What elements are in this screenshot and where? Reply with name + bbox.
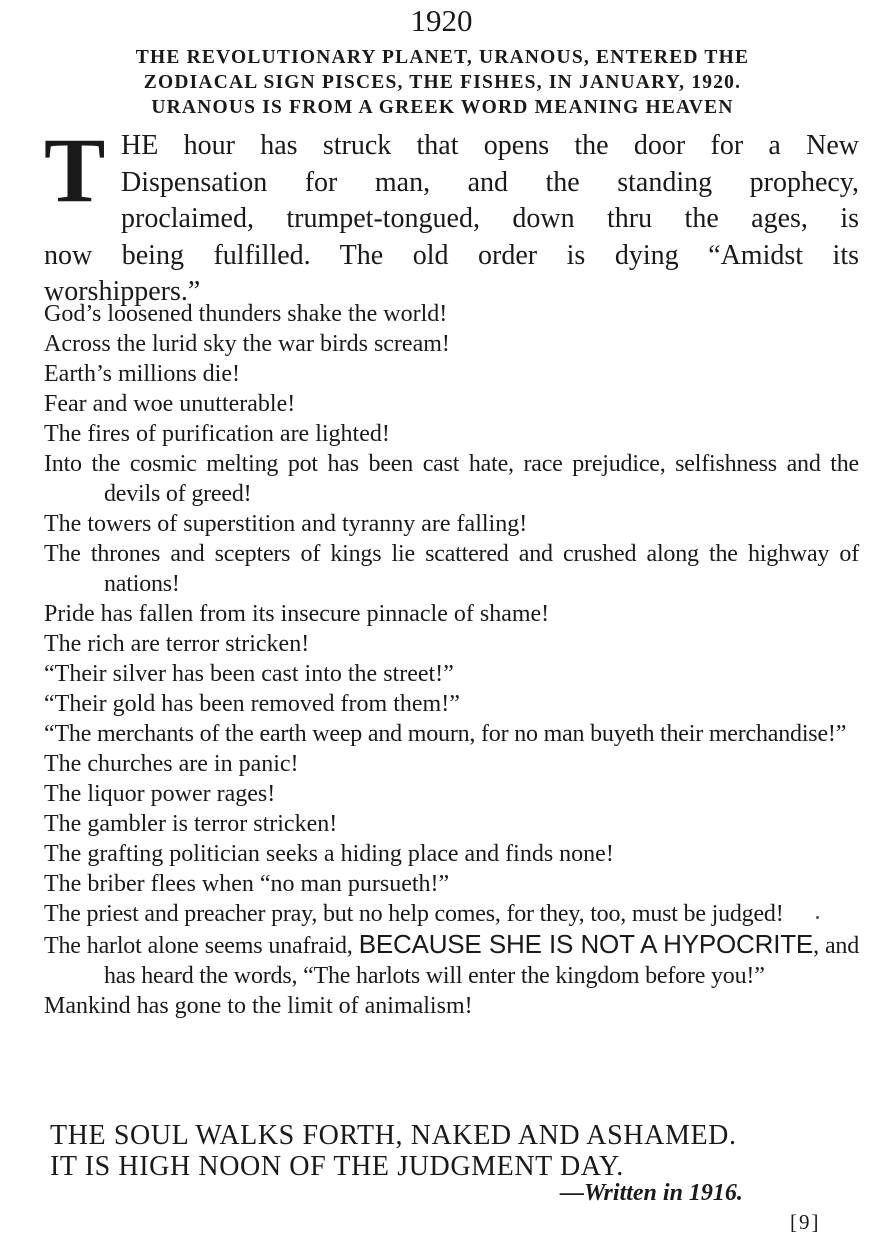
intro-line: now being fulfilled. The old order is dying “Amidst its xyxy=(44,239,859,271)
chapter-heading xyxy=(30,45,855,120)
verse-line: The grafting politician seeks a hiding place and finds none! xyxy=(44,841,614,867)
verse-list xyxy=(44,299,859,1021)
intro-line: Dispensation for man, and the standing prophecy, xyxy=(121,166,859,198)
verse-line: “Their silver has been cast into the street!” xyxy=(44,661,454,687)
signature-date: —Written in 1916. xyxy=(560,1180,743,1206)
verse-line: Into the cosmic melting pot has been cast hate, race prejudice, selfishness and the devils of greed! xyxy=(44,451,859,507)
verse-text: The harlot alone seems unafraid, xyxy=(44,933,359,959)
paper-speck xyxy=(816,916,819,919)
closing-proclamation xyxy=(50,1120,860,1182)
verse-line: Across the lurid sky the war birds scream! xyxy=(44,331,450,357)
verse-line: “Their gold has been removed from them!” xyxy=(44,691,460,717)
verse-line: The towers of superstition and tyranny are falling! xyxy=(44,511,528,537)
intro-line: proclaimed, trumpet-tongued, down thru the ages, is xyxy=(121,203,859,234)
verse-emphasis-text: BECAUSE SHE IS NOT A HYPOCRITE xyxy=(358,929,814,959)
verse-line: Earth’s millions die! xyxy=(44,361,240,387)
drop-cap: T xyxy=(44,119,106,221)
intro-paragraph xyxy=(44,119,859,311)
verse-line: The rich are terror stricken! xyxy=(44,631,310,657)
page-number: [9] xyxy=(790,1210,821,1234)
verse-line: The thrones and scepters of kings lie scattered and crushed along the highway of nations! xyxy=(44,541,859,597)
heading-line: THE REVOLUTIONARY PLANET, URANOUS, ENTERED THE xyxy=(135,47,750,68)
verse-line: God’s loosened thunders shake the world! xyxy=(44,301,448,327)
verse-line: The priest and preacher pray, but no help comes, for they, too, must be judged! xyxy=(44,901,784,927)
verse-line: Mankind has gone to the limit of animalism! xyxy=(44,993,473,1019)
verse-line: The liquor power rages! xyxy=(44,781,276,807)
verse-line: Fear and woe unutterable! xyxy=(44,391,296,417)
heading-line: URANOUS IS FROM A GREEK WORD MEANING HEAVEN xyxy=(151,97,734,118)
closing-line: IT IS HIGH NOON OF THE JUDGMENT DAY. xyxy=(50,1151,624,1182)
closing-line: THE SOUL WALKS FORTH, NAKED AND ASHAMED. xyxy=(50,1120,737,1151)
verse-line-emphasis xyxy=(44,929,859,991)
heading-line: ZODIACAL SIGN PISCES, THE FISHES, IN JANUARY, 1920. xyxy=(143,72,742,93)
verse-line: “The merchants of the earth weep and mourn, for no man buyeth their merchandise!” xyxy=(44,721,847,747)
verse-line: The churches are in panic! xyxy=(44,751,299,777)
intro-line: worshippers.” xyxy=(44,276,201,307)
page-year-title: 1920 xyxy=(410,3,473,38)
intro-line: HE hour has struck that opens the door for a New xyxy=(121,130,859,161)
verse-line: The fires of purification are lighted! xyxy=(44,421,390,447)
verse-line: The gambler is terror stricken! xyxy=(44,811,338,837)
verse-line: Pride has fallen from its insecure pinnacle of shame! xyxy=(44,601,550,627)
verse-line: The briber flees when “no man pursueth!” xyxy=(44,871,450,897)
verse-text: , and has heard the words, “The harlots will enter the kingdom before you!” xyxy=(104,933,859,989)
